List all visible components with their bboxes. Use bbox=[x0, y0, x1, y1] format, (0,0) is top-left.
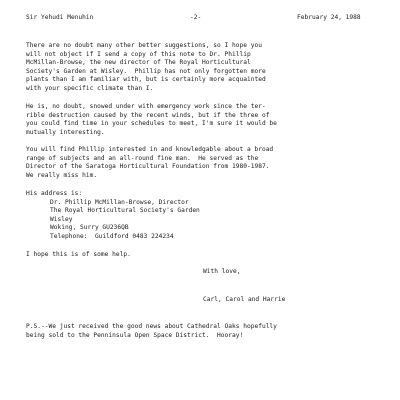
paragraph-2-line: mutually interesting. bbox=[26, 128, 105, 136]
header-recipient: Sir Yehudi Menuhin bbox=[26, 14, 94, 21]
address-line: Woking, Surry GU236QB bbox=[50, 224, 129, 232]
paragraph-3-line: You will find Phillip interested in and knowledgable about a broad bbox=[26, 146, 274, 153]
postscript-line: being sold to the Penninsula Open Space District. Hooray! bbox=[26, 331, 244, 339]
paragraph-3-line: Director of the Saratoga Horticultural Foundation from 1980-1987. bbox=[26, 163, 270, 171]
paragraph-2-line: rible destruction caused by the recent winds, but if the three of bbox=[26, 111, 270, 119]
paragraph-2-line: He is, no doubt, snowed under with emergency work since the ter- bbox=[26, 103, 266, 110]
closing-line: I hope this is of some help. bbox=[26, 251, 131, 258]
valediction: With love, bbox=[203, 268, 241, 275]
paragraph-3-line: range of subjects and an all-round fine man. He served as the bbox=[26, 154, 259, 162]
paragraph-2-line: you could find time in your schedules to meet, I'm sure it would be bbox=[26, 120, 277, 128]
address-line: The Royal Horticultural Society's Garden bbox=[50, 207, 200, 215]
address-intro: His address is: bbox=[26, 190, 83, 197]
address-line: Dr. Phillip McMillan-Browse, Director bbox=[50, 198, 189, 206]
signature: Carl, Carol and Harrie bbox=[203, 296, 286, 303]
header-date: February 24, 1988 bbox=[297, 14, 361, 21]
paragraph-1-line: Society's Garden at Wisley. Phillip has not only forgotten more bbox=[26, 67, 266, 75]
paragraph-1-line: McMillan-Browse, the new director of The Royal Horticultural bbox=[26, 59, 251, 67]
paragraph-1-line: will not object if I send a copy of this note to Dr. Phillip bbox=[26, 50, 251, 58]
paragraph-3-line: We really miss him. bbox=[26, 171, 98, 179]
paragraph-1-line: with your specific climate than I. bbox=[26, 85, 154, 92]
address-line: Wisley bbox=[50, 215, 73, 223]
header-page-number: -2- bbox=[190, 14, 202, 21]
address-line: Telephone: Guildford 0483 224234 bbox=[50, 233, 174, 240]
paragraph-1-line: plants than I am familiar with, but is certainly more acquainted bbox=[26, 76, 266, 84]
paragraph-1-line: There are no doubt many other better suggestions, so I hope you bbox=[26, 42, 262, 49]
postscript-line: P.S.--We just received the good news about Cathedral Oaks hopefully bbox=[26, 323, 277, 330]
